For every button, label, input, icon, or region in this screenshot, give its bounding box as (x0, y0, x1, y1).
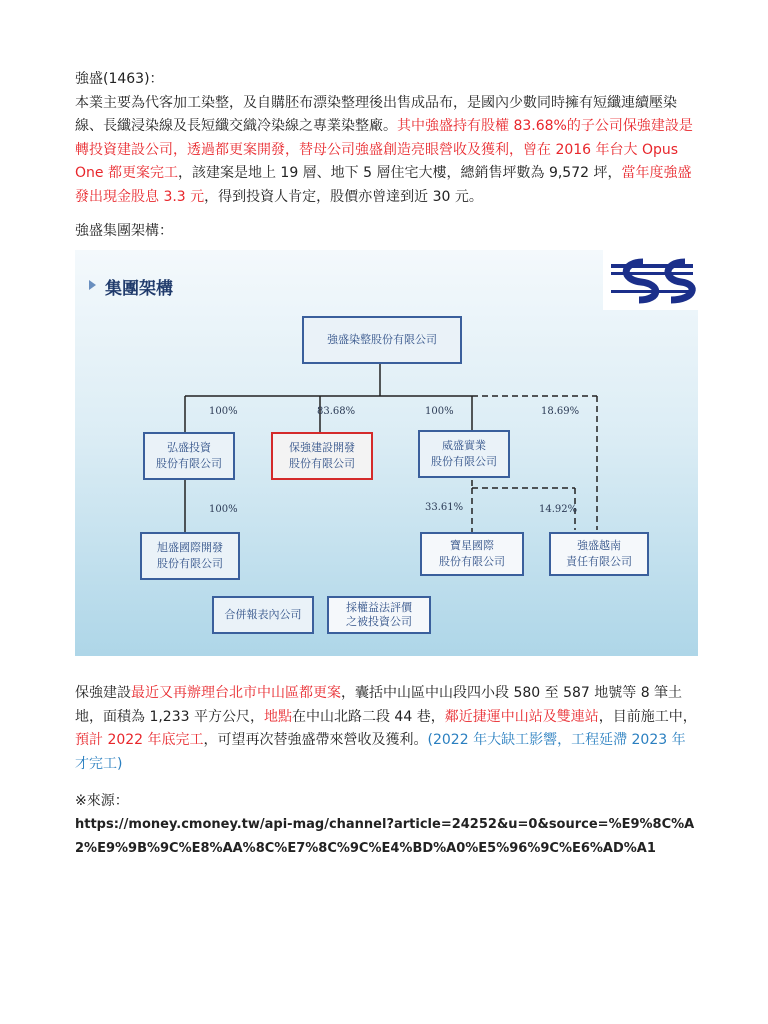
company-box-qiangsheng (302, 316, 462, 364)
source-link[interactable]: https://money.cmoney.tw/api-mag/channel?article=24252&u=0&source=%E9%8C%A2%E9%9B%9C%E8%AA%8C%E7%8C%9C%E4%BD%A0%E5%96%9C%E6%AD%A1 (75, 817, 695, 856)
legend-label: 採權益法評價 (346, 601, 412, 614)
chart-title: 集團架構 (105, 279, 173, 299)
company-name: 強盛越南 (577, 539, 621, 552)
company-type: 股份有限公司 (431, 455, 497, 468)
status-text: ，目前施工中， (598, 708, 697, 725)
company-name: 強盛染整股份有限公司 (327, 333, 437, 346)
legend-label: 合併報表內公司 (224, 608, 302, 621)
legend-consolidated (212, 596, 314, 634)
project-detail: ，該建案是地上 19 層、地下 5 層住宅大樓，總銷售坪數為 9,572 坪， (177, 165, 622, 181)
company-name: 弘盛投資 (167, 441, 211, 454)
completion-highlight: 預計 2022 年底完工 (75, 732, 204, 748)
org-chart (75, 250, 698, 656)
company-name: 威盛實業 (442, 439, 486, 452)
source-label: ※來源： (75, 793, 129, 809)
stock-price-text: ，得到投資人肯定，股價亦曾達到近 30 元。 (204, 188, 483, 205)
company-box-xusheng (140, 532, 240, 580)
subsidiary-highlight: 其中強盛持有股權 83.68%的子公司保強建設是轉投資建設公司，透過都更案開發， (75, 118, 693, 158)
project-paragraph (75, 682, 697, 776)
company-box-baoxing (420, 532, 524, 576)
project-highlight: 替母公司強盛創造亮眼營收及獲利，曾在 2016 年台大 Opus One 都更案完工 (75, 141, 679, 181)
company-type: 股份有限公司 (289, 457, 355, 470)
pct-hongsheng: 100% (209, 406, 238, 417)
company-type: 股份有限公司 (157, 557, 223, 570)
company-name: 寶星國際 (450, 539, 494, 552)
company-name: 保強建設 (75, 685, 131, 701)
location-detail: 在中山北路二段 44 巷， (291, 708, 445, 725)
land-detail: ，囊括中山區中山段四小段 580 至 587 地號等 8 筆土地，面積為 1,233 平方公尺， (75, 685, 683, 725)
company-name: 旭盛國際開發 (157, 541, 223, 554)
intro-paragraph (75, 68, 697, 209)
company-box-hongsheng (143, 432, 235, 480)
outlook-text: ，可望再次替強盛帶來營收及獲利。 (203, 732, 428, 748)
company-box-vietnam (549, 532, 649, 576)
company-type: 責任有限公司 (566, 555, 632, 568)
urban-renewal-highlight: 最近又再辦理台北市中山區都更案 (131, 685, 341, 701)
pct-vietnam-from-weisheng: 14.92% (539, 504, 578, 515)
mrt-highlight: 鄰近捷運中山站及雙連站 (444, 708, 599, 725)
company-box-weisheng (418, 430, 510, 478)
company-box-baoqiang (271, 432, 373, 480)
business-description: 本業主要為代客加工染整，及自購胚布漂染整理後出售成品布，是國內少數同時擁有短纖連續壓染線、長纖浸染線及長短纖交織冷染線之專業染整廠。 (75, 94, 677, 134)
company-heading: 強盛(1463)： (75, 71, 164, 87)
legend-equity-method (327, 596, 431, 634)
pct-weisheng: 100% (425, 406, 454, 417)
company-name: 保強建設開發 (289, 441, 355, 454)
pct-baoxing: 33.61% (425, 502, 464, 513)
company-type: 股份有限公司 (156, 457, 222, 470)
pct-baoqiang: 83.68% (317, 406, 356, 417)
section-title: 強盛集團架構： (75, 223, 173, 239)
delay-note: (2022 年大缺工影響，工程延滯 2023 年才完工) (75, 732, 686, 772)
legend-label: 之被投資公司 (346, 615, 412, 628)
dividend-highlight: 當年度強盛發出現金股息 3.3 元 (75, 165, 692, 205)
location-label: 地點 (263, 708, 292, 725)
pct-vietnam-from-top: 18.69% (541, 406, 580, 417)
company-type: 股份有限公司 (439, 555, 505, 568)
pct-xusheng: 100% (209, 504, 238, 515)
